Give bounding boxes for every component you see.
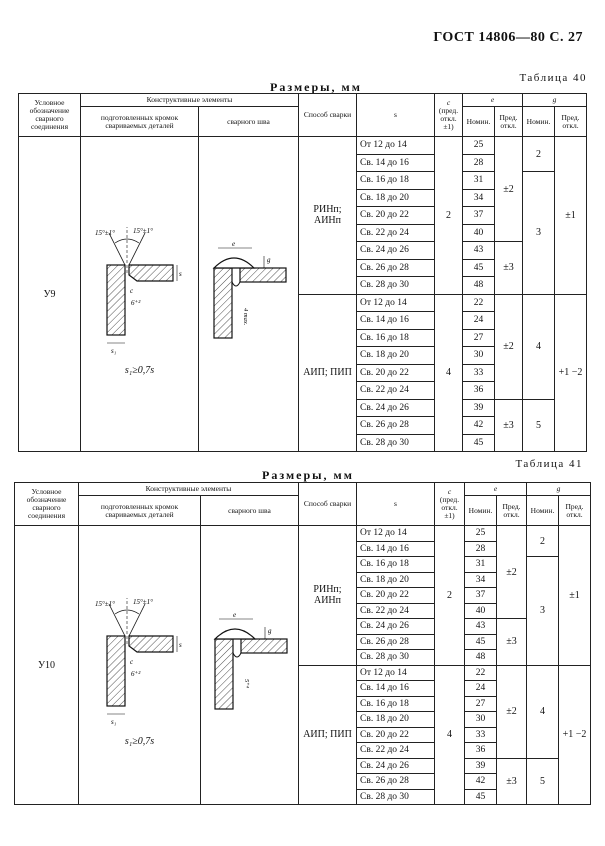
page-header xyxy=(0,0,605,70)
col-edges: подготовленных кромок свариваемых деталей xyxy=(81,107,199,137)
thickness-range: Св. 20 до 22 xyxy=(357,207,435,225)
edge-preparation-drawing xyxy=(85,584,195,734)
c-value: 2 xyxy=(435,137,463,295)
thickness-range: Св. 14 до 16 xyxy=(357,541,435,557)
thickness-range: Св. 26 до 28 xyxy=(357,634,435,650)
col-g: g xyxy=(527,483,591,496)
s1-label: s₁ xyxy=(110,717,116,726)
angle-left-label: 15°±1° xyxy=(94,599,115,608)
e-nominal: 33 xyxy=(463,364,495,382)
angle-right-label: 15°±1° xyxy=(132,226,153,235)
thickness-range: Св. 24 до 26 xyxy=(357,399,435,417)
g-nominal: 5 xyxy=(527,758,559,805)
weld-size-label: 4 max. xyxy=(241,308,249,326)
col-designation: Условное обозначение сварного соединения xyxy=(15,483,79,526)
g-nominal: 3 xyxy=(523,172,555,295)
g-nominal: 4 xyxy=(523,294,555,399)
thickness-formula: s₁≥0,7s xyxy=(124,735,155,747)
joint-designation: У10 xyxy=(15,526,79,805)
table-row xyxy=(19,137,587,155)
col-s: s xyxy=(357,94,435,137)
welding-method: РИНп; АИНп xyxy=(299,526,357,666)
thickness-range: Св. 26 до 28 xyxy=(357,259,435,277)
g-nominal: 3 xyxy=(527,557,559,666)
thickness-range: Св. 26 до 28 xyxy=(357,417,435,435)
table-41 xyxy=(14,482,591,805)
edge-preparation-drawing xyxy=(85,213,195,363)
e-tolerance: ±2 xyxy=(495,137,523,242)
table-41-body xyxy=(15,526,591,805)
e-nominal: 31 xyxy=(463,172,495,190)
e-tolerance: ±2 xyxy=(497,665,527,758)
g-tolerance: +1 −2 xyxy=(555,294,587,452)
e-nominal: 22 xyxy=(463,294,495,312)
joint-designation: У9 xyxy=(19,137,81,452)
col-e-nom: Номин. xyxy=(463,107,495,137)
e-nominal: 25 xyxy=(463,137,495,155)
e-nominal: 36 xyxy=(465,743,497,759)
e-nominal: 22 xyxy=(465,665,497,681)
thickness-range: Св. 20 до 22 xyxy=(357,727,435,743)
table-40-caption: Таблица 40 xyxy=(519,72,587,84)
e-nominal: 37 xyxy=(465,588,497,604)
e-nominal: 30 xyxy=(463,347,495,365)
e-nominal: 39 xyxy=(463,399,495,417)
e-nominal: 45 xyxy=(463,434,495,452)
thickness-range: Св. 28 до 30 xyxy=(357,434,435,452)
welding-method: АИП; ПИП xyxy=(299,294,357,452)
e-nominal: 40 xyxy=(463,224,495,242)
g-tolerance: ±1 xyxy=(555,137,587,295)
e-nominal: 43 xyxy=(465,619,497,635)
thickness-range: Св. 16 до 18 xyxy=(357,696,435,712)
thickness-range: Св. 14 до 16 xyxy=(357,312,435,330)
thickness-range: Св. 24 до 26 xyxy=(357,242,435,260)
e-tolerance: ±2 xyxy=(497,526,527,619)
e-nominal: 42 xyxy=(463,417,495,435)
thickness-range: Св. 14 до 16 xyxy=(357,154,435,172)
thickness-range: Св. 24 до 26 xyxy=(357,619,435,635)
welding-method: РИНп; АИНп xyxy=(299,137,357,295)
thickness-range: От 12 до 14 xyxy=(357,665,435,681)
weld-size-label: 5⁺⁴ xyxy=(242,679,250,688)
e-nominal: 28 xyxy=(463,154,495,172)
thickness-formula: s₁≥0,7s xyxy=(124,364,155,376)
s-label: s xyxy=(178,640,182,649)
thickness-range: Св. 14 до 16 xyxy=(357,681,435,697)
thickness-range: Св. 18 до 20 xyxy=(357,572,435,588)
e-nominal: 43 xyxy=(463,242,495,260)
gost-title: ГОСТ 14806—80 С. 27 xyxy=(433,30,583,45)
thickness-range: Св. 22 до 24 xyxy=(357,224,435,242)
table-40-body xyxy=(19,137,587,452)
e-label: e xyxy=(232,611,236,619)
weld-drawing-cell xyxy=(201,526,299,805)
c-label: c xyxy=(129,657,133,666)
c-value: 4 xyxy=(435,665,465,805)
table-41-dims-caption: Размеры, мм xyxy=(262,468,354,482)
e-tolerance: ±3 xyxy=(495,399,523,452)
weld-drawing-cell xyxy=(199,137,299,452)
e-nominal: 36 xyxy=(463,382,495,400)
col-structural: Конструктивные элементы xyxy=(79,483,299,496)
col-e-tol: Пред. откл. xyxy=(495,107,523,137)
thickness-range: От 12 до 14 xyxy=(357,137,435,155)
edge-drawing-cell xyxy=(81,137,199,452)
s-label: s xyxy=(178,269,182,278)
weld-drawing xyxy=(205,609,295,719)
thickness-range: Св. 16 до 18 xyxy=(357,172,435,190)
e-nominal: 45 xyxy=(465,789,497,805)
thickness-range: Св. 16 до 18 xyxy=(357,329,435,347)
thickness-range: Св. 22 до 24 xyxy=(357,382,435,400)
col-g-tol: Пред. откл. xyxy=(555,107,587,137)
col-s: s xyxy=(357,483,435,526)
e-nominal: 37 xyxy=(463,207,495,225)
c-label: c xyxy=(129,286,133,295)
e-nominal: 25 xyxy=(465,526,497,542)
thickness-range: Св. 28 до 30 xyxy=(357,789,435,805)
c-value: 2 xyxy=(435,526,465,666)
g-label: g xyxy=(267,627,271,635)
g-nominal: 5 xyxy=(523,399,555,452)
thickness-range: Св. 18 до 20 xyxy=(357,189,435,207)
welding-method: АИП; ПИП xyxy=(299,665,357,805)
e-nominal: 31 xyxy=(465,557,497,573)
e-nominal: 48 xyxy=(465,650,497,666)
col-method: Способ сварки xyxy=(299,94,357,137)
e-tolerance: ±2 xyxy=(495,294,523,399)
e-nominal: 33 xyxy=(465,727,497,743)
thickness-range: Св. 22 до 24 xyxy=(357,603,435,619)
e-nominal: 24 xyxy=(463,312,495,330)
col-e-tol: Пред. откл. xyxy=(497,496,527,526)
table-41-caption: Таблица 41 xyxy=(515,458,583,470)
e-nominal: 40 xyxy=(465,603,497,619)
g-tolerance: +1 −2 xyxy=(559,665,591,805)
col-e: e xyxy=(465,483,527,496)
e-tolerance: ±3 xyxy=(497,619,527,666)
g-nominal: 2 xyxy=(523,137,555,172)
g-label: g xyxy=(266,256,270,264)
g-nominal: 4 xyxy=(527,665,559,758)
table-40 xyxy=(18,93,587,452)
col-edges: подготовленных кромок свариваемых деталей xyxy=(79,496,201,526)
e-nominal: 24 xyxy=(465,681,497,697)
col-weld: сварного шва xyxy=(199,107,299,137)
col-weld: сварного шва xyxy=(201,496,299,526)
c-value: 4 xyxy=(435,294,463,452)
g-nominal: 2 xyxy=(527,526,559,557)
thickness-range: Св. 28 до 30 xyxy=(357,277,435,295)
thickness-range: Св. 18 до 20 xyxy=(357,347,435,365)
weld-drawing xyxy=(204,238,294,348)
thickness-range: Св. 26 до 28 xyxy=(357,774,435,790)
g-tolerance: ±1 xyxy=(559,526,591,666)
thickness-range: От 12 до 14 xyxy=(357,526,435,542)
thickness-range: Св. 20 до 22 xyxy=(357,364,435,382)
gap-label: 6⁺² xyxy=(130,298,140,307)
col-e-nom: Номин. xyxy=(465,496,497,526)
thickness-range: Св. 18 до 20 xyxy=(357,712,435,728)
thickness-range: Св. 16 до 18 xyxy=(357,557,435,573)
e-tolerance: ±3 xyxy=(495,242,523,295)
e-nominal: 34 xyxy=(463,189,495,207)
col-e: e xyxy=(463,94,523,107)
e-nominal: 45 xyxy=(465,634,497,650)
e-label: e xyxy=(231,240,235,248)
edge-drawing-cell xyxy=(79,526,201,805)
thickness-range: От 12 до 14 xyxy=(357,294,435,312)
col-g-tol: Пред. откл. xyxy=(559,496,591,526)
e-nominal: 48 xyxy=(463,277,495,295)
col-designation: Условное обозначение сварного соединения xyxy=(19,94,81,137)
table-row xyxy=(15,526,591,542)
s1-label: s₁ xyxy=(110,346,116,355)
col-structural: Конструктивные элементы xyxy=(81,94,299,107)
col-g-nom: Номин. xyxy=(523,107,555,137)
e-nominal: 42 xyxy=(465,774,497,790)
e-nominal: 34 xyxy=(465,572,497,588)
thickness-range: Св. 22 до 24 xyxy=(357,743,435,759)
e-nominal: 39 xyxy=(465,758,497,774)
e-nominal: 27 xyxy=(463,329,495,347)
e-nominal: 30 xyxy=(465,712,497,728)
col-c: c (пред. откл. ±1) xyxy=(435,483,465,526)
e-nominal: 28 xyxy=(465,541,497,557)
col-c: c (пред. откл. ±1) xyxy=(435,94,463,137)
table-40-dims-caption: Размеры, мм xyxy=(270,80,362,94)
col-method: Способ сварки xyxy=(299,483,357,526)
col-g: g xyxy=(523,94,587,107)
angle-right-label: 15°±1° xyxy=(132,597,153,606)
e-tolerance: ±3 xyxy=(497,758,527,805)
gap-label: 6⁺² xyxy=(130,669,140,678)
e-nominal: 45 xyxy=(463,259,495,277)
thickness-range: Св. 24 до 26 xyxy=(357,758,435,774)
thickness-range: Св. 28 до 30 xyxy=(357,650,435,666)
thickness-range: Св. 20 до 22 xyxy=(357,588,435,604)
angle-left-label: 15°±1° xyxy=(94,228,115,237)
col-g-nom: Номин. xyxy=(527,496,559,526)
e-nominal: 27 xyxy=(465,696,497,712)
